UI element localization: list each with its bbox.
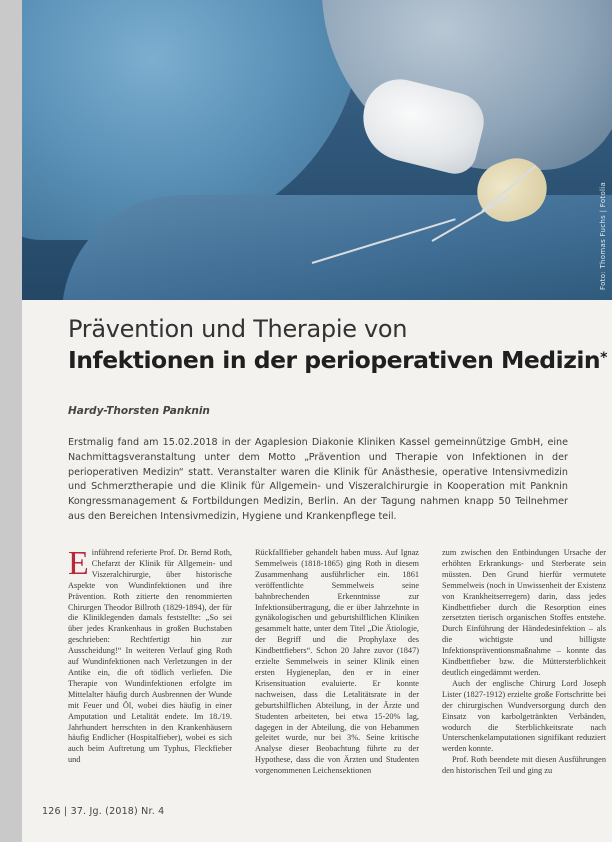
column-3-paragraph-1: zum zwischen den Entbindungen Ursache der erhöhten Erkrankungs- und Sterberate sein müssten. Den Grund hierfür vermutete Semmelweis (noch in Unwissenheit der Existenz von Krankheitserregern) darin, dass jedes Kindbettfieber durch die Resorption eines zersetzten tierisch organischen Stoffes entstehe. Durch Einführung der Händedesinfektion – als die wichtigste und billigste Infektionspräventionsmaßnahme – konnte das Kindbettfieber bzw. die Müttersterblichkeit deutlich eingedämmt werden. — [442, 548, 606, 677]
column-3-paragraph-3: Prof. Roth beendete mit diesen Ausführungen den historischen Teil und ging zu — [442, 755, 606, 776]
title-line-2 — [68, 344, 608, 376]
lead-paragraph: Erstmalig fand am 15.02.2018 in der Agaplesion Diakonie Kliniken Kassel gemeinnützige GmbH, eine Nachmittagsveranstaltung unter dem Motto „Prävention und Therapie von Infektionen in der perioperativen Medizin“ statt. Veranstalter waren die Klinik für Anästhesie, operative Intensivmedizin und Schmerztherapie und die Klinik für Allgemein- und Viszeralchirurgie in Kooperation mit Panknin Kongressmanagement & Fortbildungen Medizin, Berlin. An der Tagung nahmen knapp 50 Teilnehmer aus den Bereichen Intensivmedizin, Hygiene und Krankenpflege teil. — [68, 437, 568, 522]
column-3-paragraph-2: Auch der englische Chirurg Lord Joseph Lister (1827-1912) erzielte große Fortschritte bei der chirurgischen Wundversorgung durch den Einsatz von karbolgetränkten Verbänden, wodurch die Sterblichkeitsrate nach Unterschenkelamputationen signifikant reduziert werden konnte. — [442, 678, 606, 754]
title-footnote-mark: * — [600, 350, 607, 366]
article-title — [68, 314, 608, 376]
title-line-2-text: Infektionen in der perioperativen Medizin — [68, 346, 601, 374]
author-name: Hardy-Thorsten Panknin — [68, 405, 210, 417]
body-text-columns — [68, 548, 606, 818]
magazine-page — [22, 0, 612, 842]
photo-credit: Foto: Thomas Fuchs | Fotolia — [599, 181, 607, 290]
body-column-2 — [255, 548, 419, 818]
column-2-text: Rückfallfieber gehandelt haben muss. Auf Ignaz Semmelweis (1818-1865) ging Roth in diesem Zusammenhang ausführlicher ein. 1861 veröffentlichte Semmelweis seine bahnbrechenden Erkenntnisse zur Infektionsübertragung, die er über Jahrzehnte in gynäkologischen und geburtshilflichen Kliniken gesammelt hatte, unter dem Titel „Die Ätiologie, der Begriff und die Prophylaxe des Kindbettfiebers“. Schon 20 Jahre zuvor (1847) erzielte Semmelweis in seiner Klinik einen ersten Hygieneplan, den er in einer Krisensituation evaluierte. Er konnte nachweisen, dass die Letalitätsrate in der geburtshilflichen Abteilung, in der Ärzte und Studenten arbeiteten, bei etwa 15-20% lag, dagegen in der Abteilung, die von Hebammen geleitet wurde, nur bei 3%. Seine kritische Analyse dieser Beobachtung führte zu der Hypothese, dass die von Ärzten und Studenten vorgenommenen Leichensektionen — [255, 548, 419, 776]
title-line-1: Prävention und Therapie von — [68, 315, 408, 343]
body-column-1 — [68, 548, 232, 818]
surgery-photo — [22, 0, 612, 300]
page-footer: 126 | 37. Jg. (2018) Nr. 4 — [42, 806, 165, 817]
column-1-text: inführend referierte Prof. Dr. Bernd Roth, Chefarzt der Klinik für Allgemein- und Viszeralchirurgie, über historische Aspekte von Wundinfektionen und ihre Prävention. Roth zitierte den renommierten Chirurgen Theodor Billroth (1829-1894), der für die Kliniklegenden damals feststellte: „So sei über jedes Krankenhaus in großen Buchstaben geschrieben: Rechtfertigt hin zur Ausscheidung!“ In weiteren Verlauf ging Roth auf Wundinfektionen nach Verletzungen in der Antike ein, die oft tödlich verliefen. Die Therapie von Wundinfektionen erfolgte im Mittelalter häufig durch Ausbrennen der Wunde mit Feuer und Öl, wobei dies häufig in einer Amputation und Letalität endete. Im 18./19. Jahrhundert herrschten in den Krankenhäusern häufig Endlicher (Hospitalfieber), wobei es sich auch beim Auftretung um Typhus, Fleckfieber und — [68, 548, 232, 765]
body-column-3 — [442, 548, 606, 818]
drop-cap: E — [68, 548, 89, 582]
